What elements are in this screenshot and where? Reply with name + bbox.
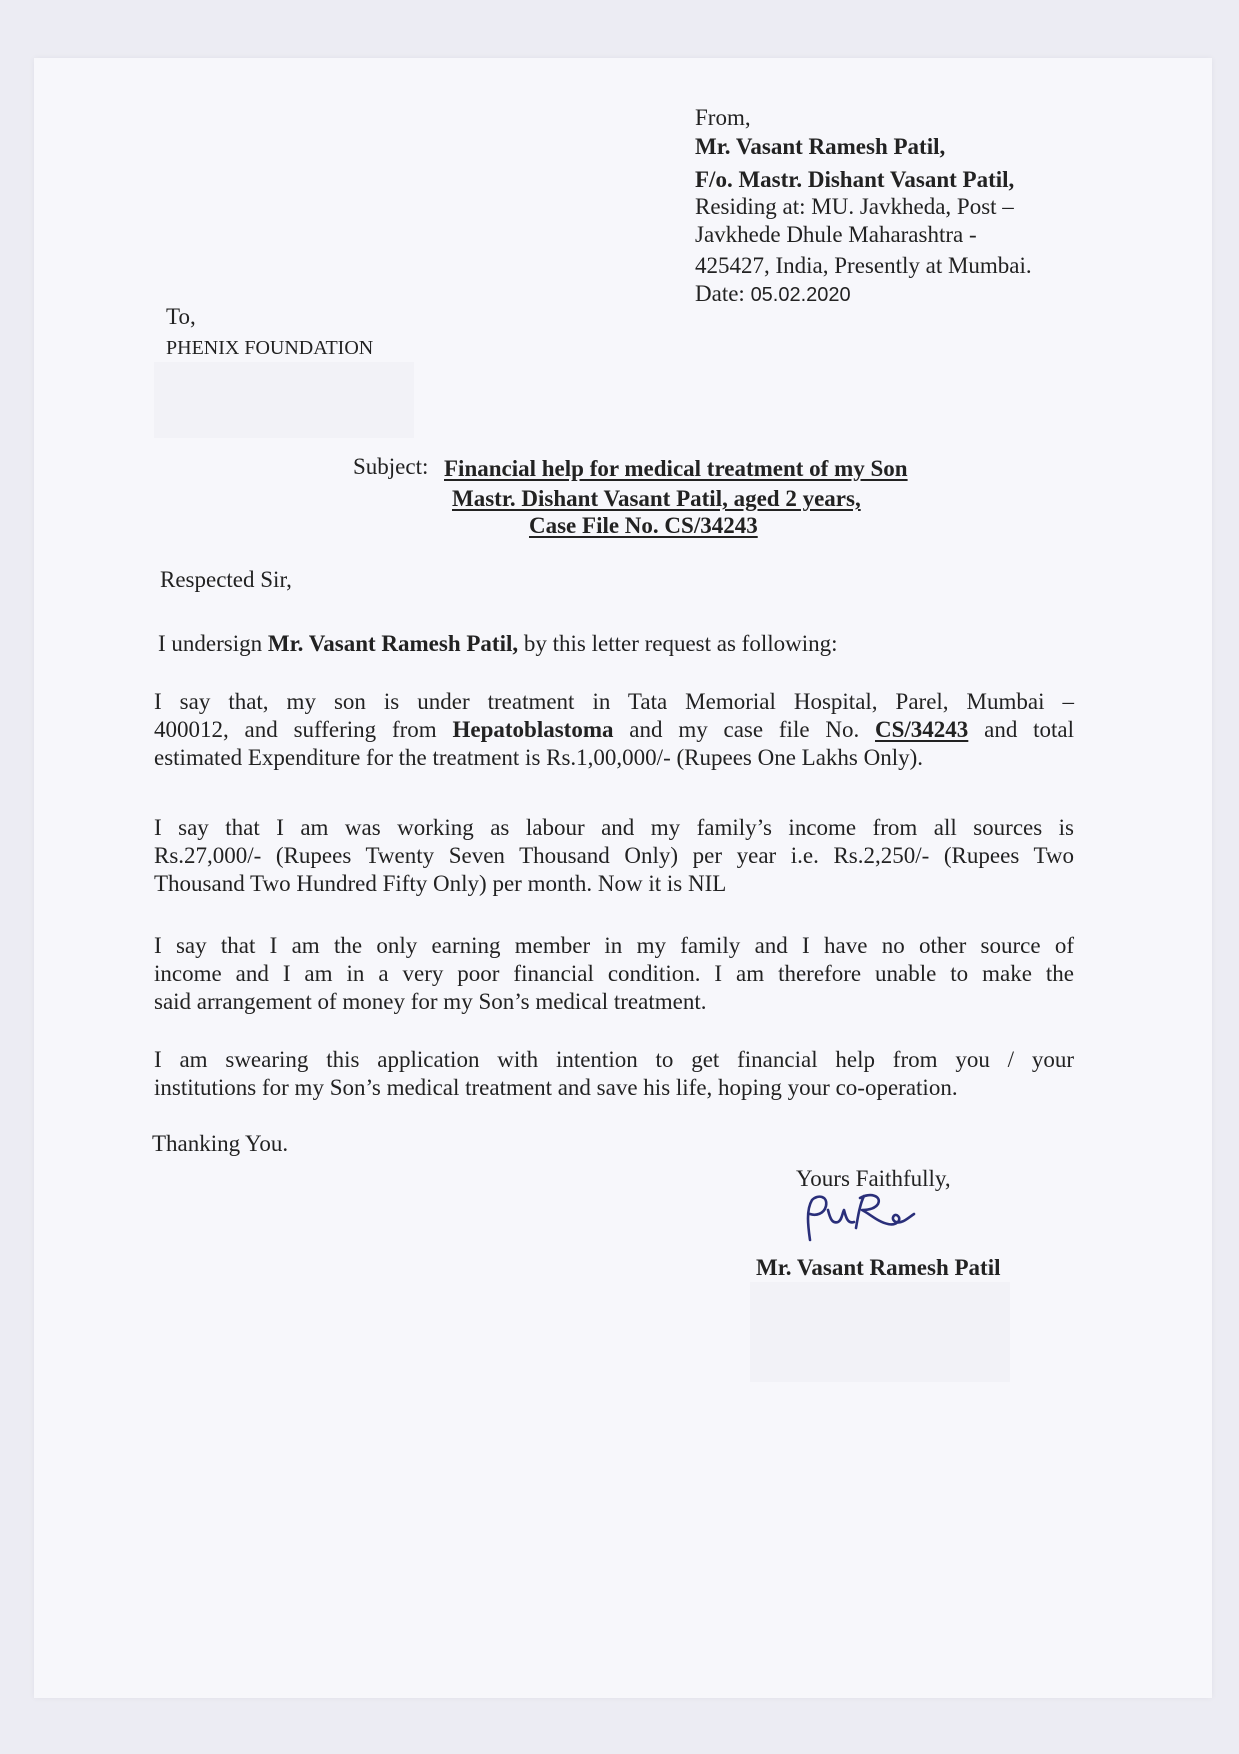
intro-prefix: I undersign — [158, 631, 268, 656]
redacted-area — [154, 362, 414, 438]
para2-line1: I say that I am was working as labour and my family’s income from all sources is — [154, 815, 1074, 840]
subject-line3: Case File No. CS/34243 — [529, 513, 758, 538]
para1-line2-c: and total — [968, 717, 1075, 742]
redacted-area-signature — [750, 1282, 1010, 1382]
para1-line3: estimated Expenditure for the treatment is Rs.1,00,000/- (Rupees One Lakhs Only). — [154, 745, 924, 770]
paragraph-income — [154, 814, 1074, 898]
case-file-number: CS/34243 — [875, 717, 969, 742]
intro-name: Mr. Vasant Ramesh Patil, — [267, 631, 519, 656]
sender-relation: F/o. Mastr. Dishant Vasant Patil, — [695, 167, 1015, 192]
paragraph-request — [154, 1046, 1074, 1102]
para3-line1: I say that I am the only earning member in my family and I have no other source of — [154, 933, 1074, 958]
para3-line3: said arrangement of money for my Son’s medical treatment. — [154, 989, 707, 1014]
subject-line1: Financial help for medical treatment of my Son — [444, 456, 908, 481]
sender-address-line2: Javkhede Dhule Maharashtra - — [695, 222, 977, 247]
letter-date — [695, 280, 851, 309]
para4-line1: I am swearing this application with intention to get financial help from you / your — [154, 1047, 1074, 1072]
handwritten-signature — [798, 1188, 928, 1246]
para2-line2: Rs.27,000/- (Rupees Twenty Seven Thousand Only) per year i.e. Rs.2,250/- (Rupees Two — [154, 843, 1074, 868]
para2-line3: Thousand Two Hundred Fifty Only) per month. Now it is NIL — [154, 871, 727, 896]
para3-line2: income and I am in a very poor financial condition. I am therefore unable to make the — [154, 961, 1074, 986]
para1-line2-a: 400012, and suffering from — [154, 717, 453, 742]
sender-address-line1: Residing at: MU. Javkheda, Post – — [695, 194, 1014, 219]
para4-line2: institutions for my Son’s medical treatment and save his life, hoping your co-operation. — [154, 1075, 958, 1100]
salutation: Respected Sir, — [160, 567, 292, 592]
disease-name: Hepatoblastoma — [452, 717, 614, 742]
para1-line1: I say that, my son is under treatment in Tata Memorial Hospital, Parel, Mumbai – — [154, 689, 1074, 714]
thanks-line: Thanking You. — [152, 1131, 289, 1156]
sender-name: Mr. Vasant Ramesh Patil, — [695, 134, 946, 159]
recipient-name: PHENIX FOUNDATION — [166, 337, 374, 359]
paragraph-financial-condition — [154, 932, 1074, 1016]
para1-line2-b: and my case file No. — [613, 717, 876, 742]
from-label: From, — [695, 105, 751, 130]
valediction: Yours Faithfully, — [796, 1166, 951, 1191]
intro-line — [158, 630, 838, 657]
date-value: 05.02.2020 — [750, 284, 851, 306]
paragraph-treatment — [154, 688, 1074, 772]
intro-suffix: by this letter request as following: — [518, 631, 838, 656]
signatory-name: Mr. Vasant Ramesh Patil — [756, 1255, 1001, 1280]
subject-label: Subject: — [353, 454, 429, 479]
sender-address-line3: 425427, India, Presently at Mumbai. — [695, 253, 1032, 278]
date-label: Date: — [695, 281, 745, 306]
to-label: To, — [166, 304, 196, 329]
subject-line2: Mastr. Dishant Vasant Patil, aged 2 years, — [452, 486, 861, 511]
para1-line2 — [154, 716, 1074, 744]
